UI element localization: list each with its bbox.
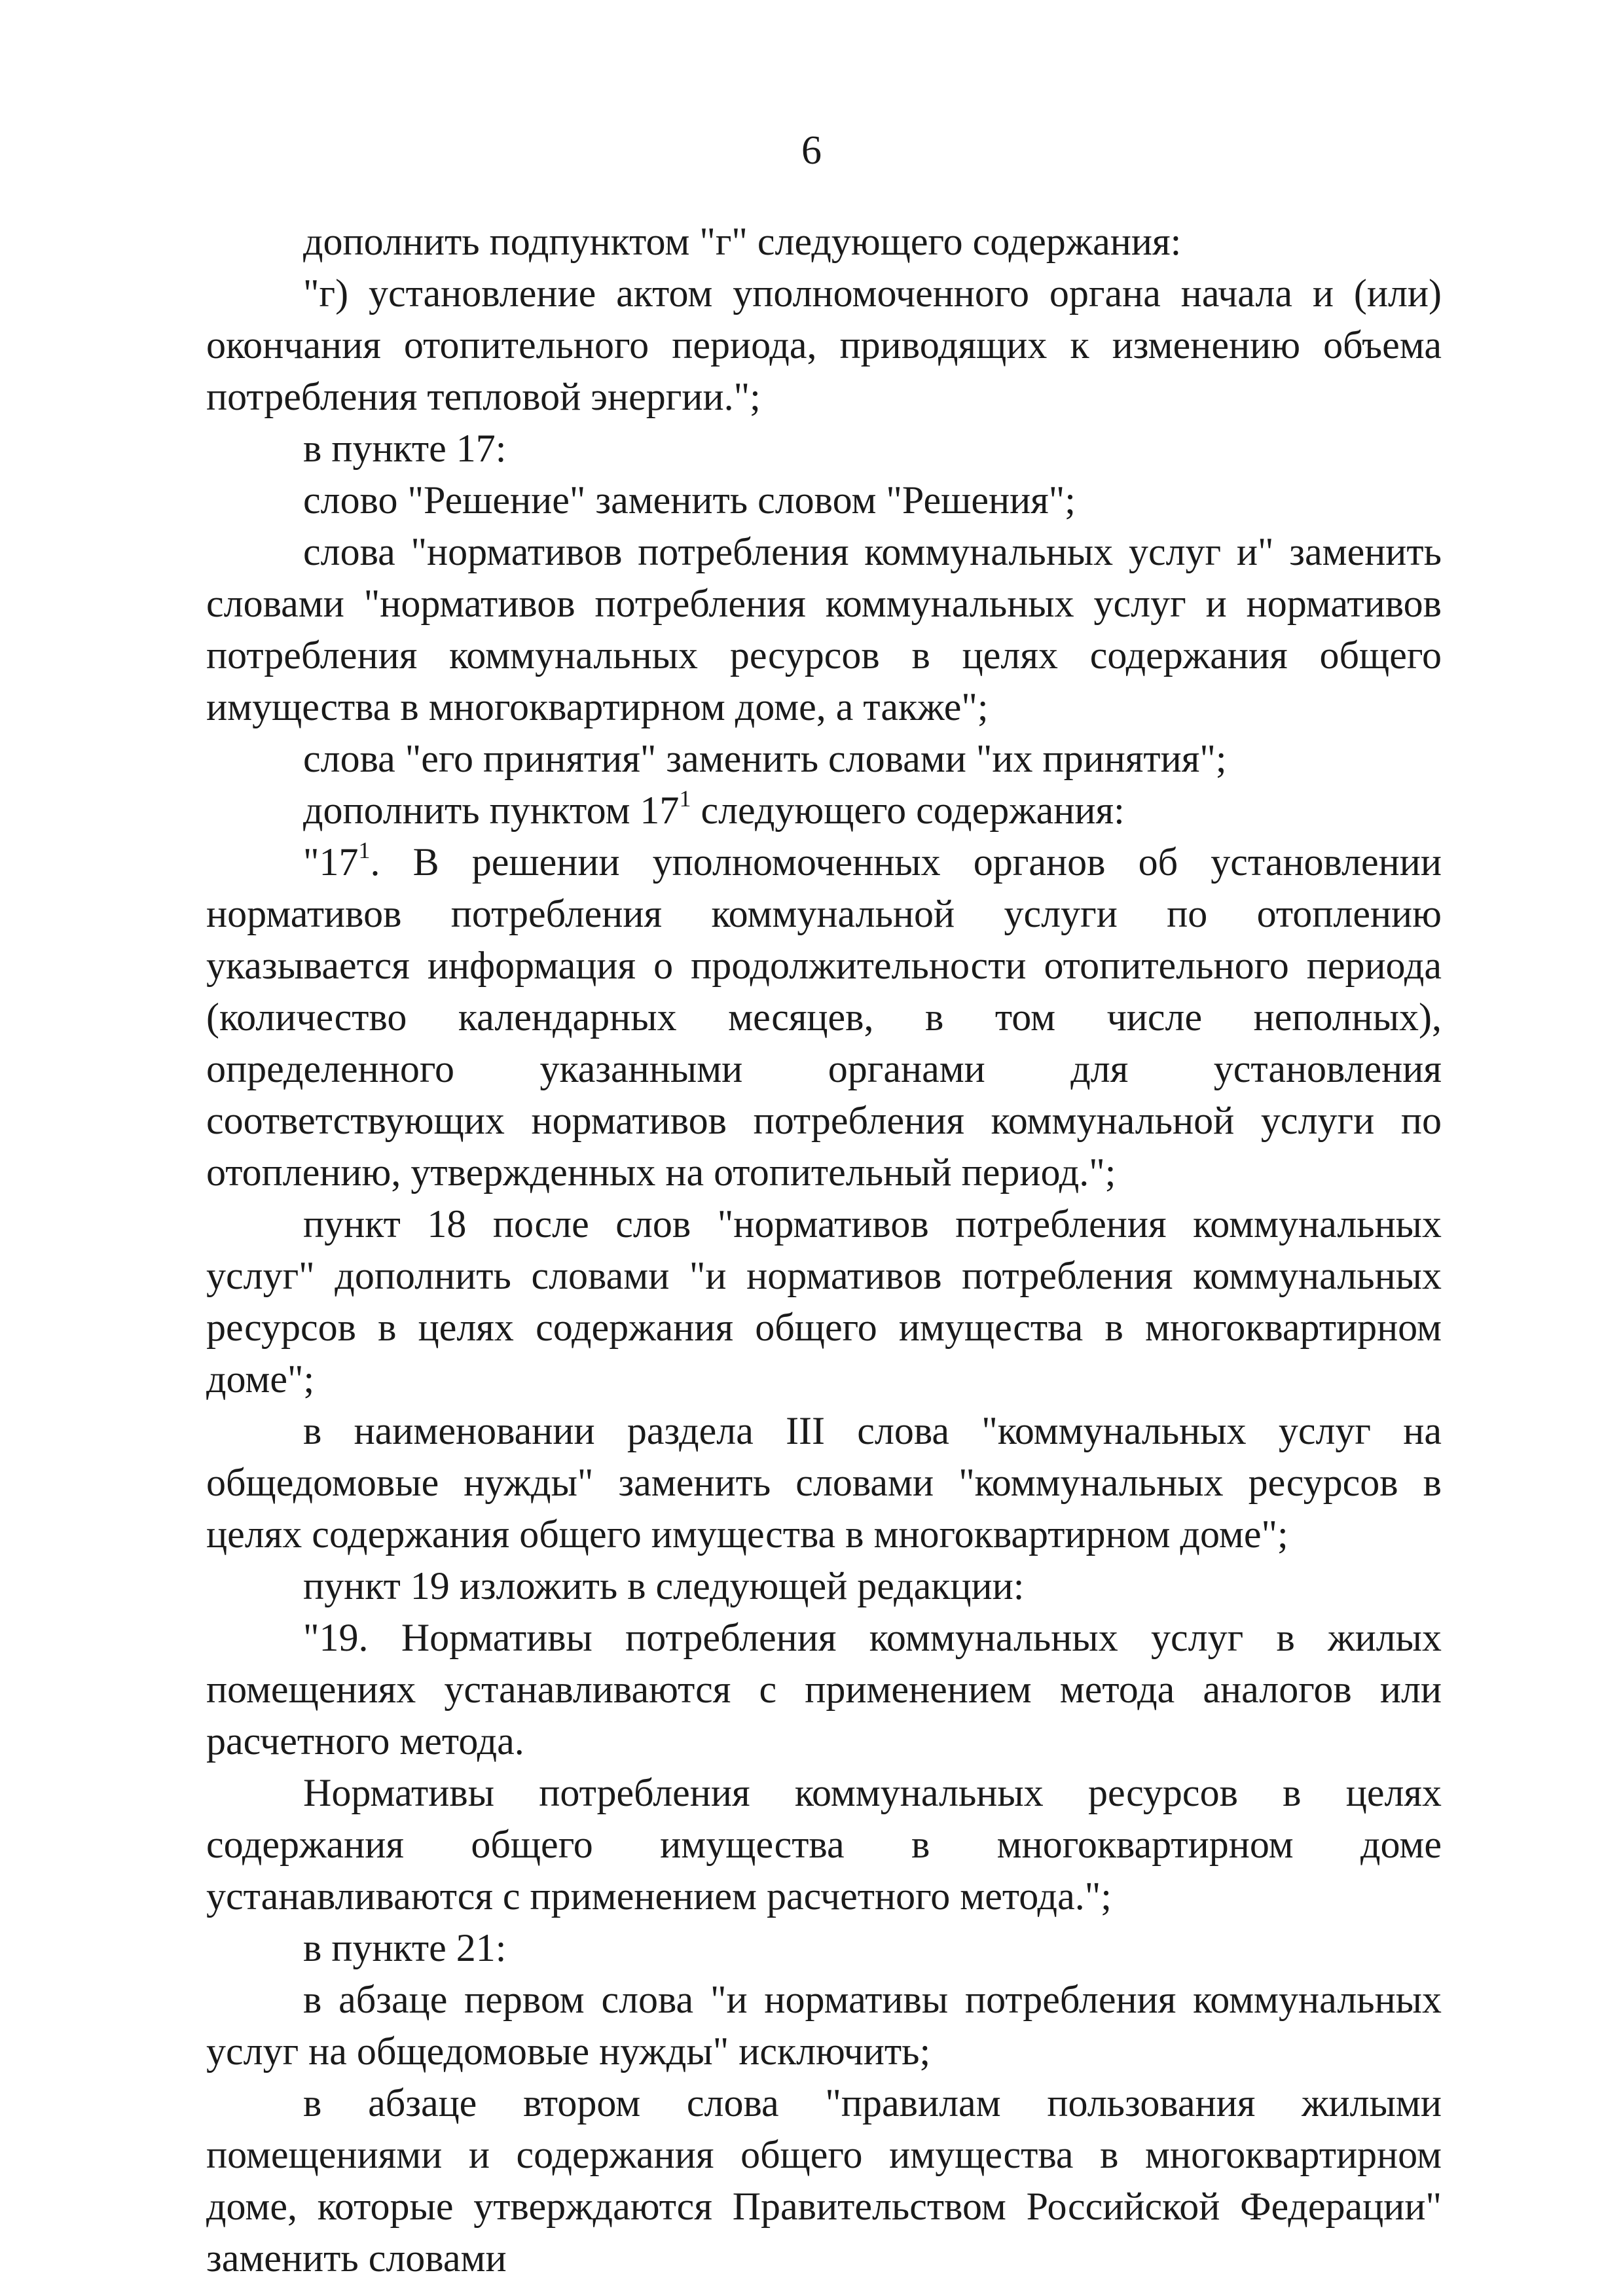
paragraph: "г) установление актом уполномоченного органа начала и (или) окончания отопительного периода, приводящих к изменению объема потребления тепловой энергии."; [206, 272, 1442, 418]
paragraph: пункт 19 изложить в следующей редакции: [303, 1564, 1025, 1607]
paragraph: пункт 18 после слов "нормативов потребления коммунальных услуг" дополнить словами "и нормативов потребления коммунальных ресурсов в целях содержания общего имущества в многоквартирном доме"; [206, 1202, 1442, 1401]
paragraph [206, 785, 1442, 836]
paragraph-text: . В решении уполномоченных органов об установлении нормативов потребления коммунальной услуги по отоплению указывается информация о продолжительности отопительного периода (количество календарных месяцев, в том числе неполных), определенного указанными органами для установления соответствующих нормативов потребления коммунальной услуги по отоплению, утвержденных на отопительный период."; [206, 840, 1442, 1194]
paragraph-text: дополнить пунктом 17 [303, 789, 680, 832]
paragraph: слова "его принятия" заменить словами "их принятия"; [303, 737, 1227, 780]
paragraph: дополнить подпунктом "г" следующего содержания: [303, 220, 1182, 263]
paragraph: в пункте 21: [303, 1926, 507, 1969]
paragraph: в абзаце втором слова "правилам пользования жилыми помещениями и содержания общего имущества в многоквартирном доме, которые утверждаются Правительством Российской Федерации" заменить словами [206, 2081, 1442, 2280]
paragraph: слова "нормативов потребления коммунальных услуг и" заменить словами "нормативов потребления коммунальных услуг и нормативов потребления коммунальных ресурсов в целях содержания общего имущества в многоквартирном доме, а также"; [206, 530, 1442, 728]
paragraph: "19. Нормативы потребления коммунальных услуг в жилых помещениях устанавливаются с применением метода аналогов или расчетного метода. [206, 1616, 1442, 1763]
paragraph: в абзаце первом слова "и нормативы потребления коммунальных услуг на общедомовые нужды" исключить; [206, 1978, 1442, 2073]
paragraph: в наименовании раздела III слова "коммунальных услуг на общедомовые нужды" заменить словами "коммунальных ресурсов в целях содержания общего имущества в многоквартирном доме"; [206, 1409, 1442, 1556]
page-number: 6 [801, 128, 822, 173]
paragraph: в пункте 17: [303, 427, 507, 470]
paragraph [206, 836, 1442, 1198]
paragraph: Нормативы потребления коммунальных ресурсов в целях содержания общего имущества в многоквартирном доме устанавливаются с применением расчетного метода."; [206, 1771, 1442, 1918]
superscript: 1 [358, 837, 371, 863]
document-body [206, 216, 1442, 2284]
superscript: 1 [679, 785, 691, 812]
paragraph-text: "17 [303, 840, 359, 884]
paragraph: слово "Решение" заменить словом "Решения"; [303, 478, 1076, 522]
paragraph-text: следующего содержания: [691, 789, 1125, 832]
